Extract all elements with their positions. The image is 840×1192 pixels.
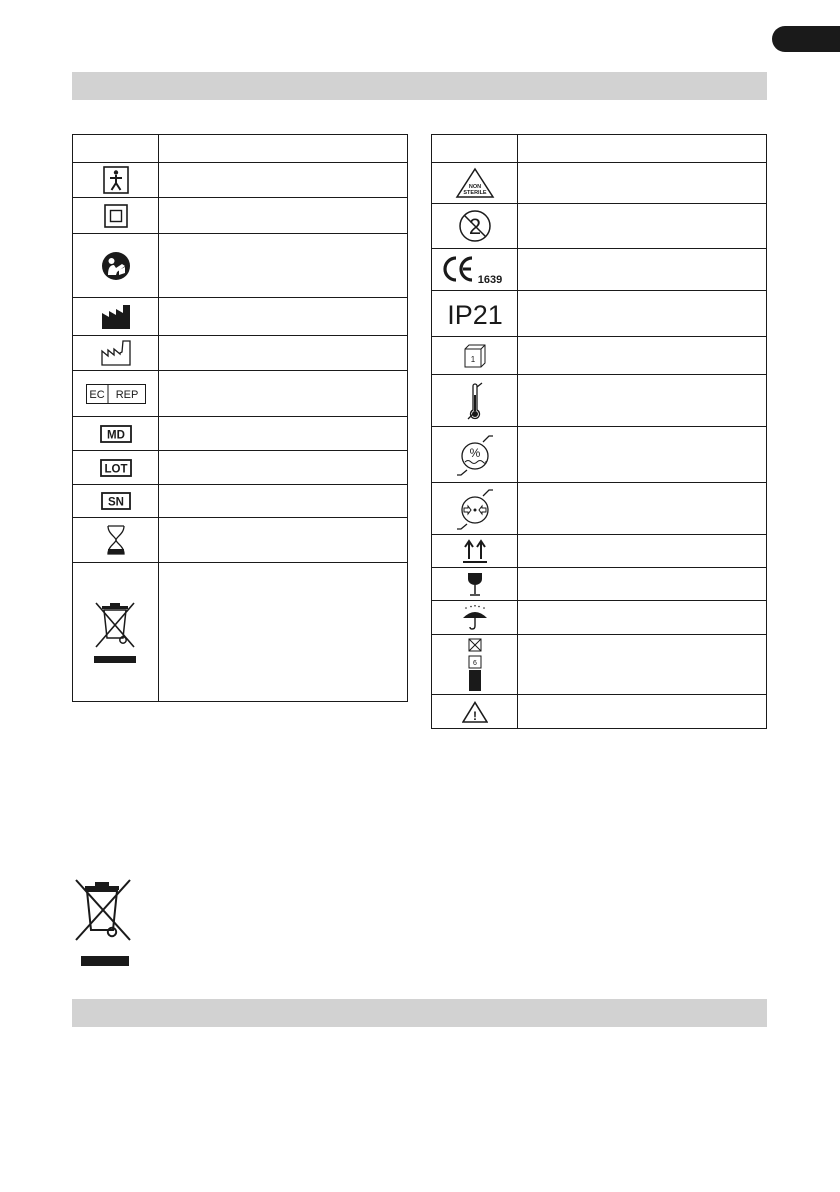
table-row xyxy=(432,204,767,249)
table-row xyxy=(432,695,767,729)
humidity-limit-icon xyxy=(455,434,495,476)
table-row xyxy=(432,427,767,483)
table-header-row xyxy=(73,135,408,163)
caution-icon xyxy=(462,701,488,723)
class-ii-double-insulation-icon xyxy=(104,204,128,228)
manufacturer-icon xyxy=(101,304,131,330)
this-way-up-icon xyxy=(463,539,487,563)
ec-label: EC xyxy=(88,388,105,401)
ce-mark-icon xyxy=(442,255,508,285)
table-row xyxy=(73,417,408,451)
table-row xyxy=(432,291,767,337)
caution-label: ! xyxy=(472,708,477,723)
symbols-table-right xyxy=(431,134,767,729)
table-row xyxy=(73,198,408,234)
ip-rating-icon xyxy=(442,298,508,330)
lot-icon xyxy=(100,459,132,477)
weee-icon xyxy=(72,876,134,968)
ip-rating-label: IP21 xyxy=(446,299,503,330)
table-row xyxy=(432,337,767,375)
table-row xyxy=(432,535,767,568)
do-not-reuse-icon xyxy=(458,209,492,243)
table-row xyxy=(73,371,408,417)
table-row xyxy=(432,163,767,204)
header-symbol-cell xyxy=(432,135,518,163)
sn-icon xyxy=(101,492,131,510)
table-header-row xyxy=(432,135,767,163)
table-row xyxy=(432,601,767,635)
table-row xyxy=(432,568,767,601)
sterile-label: STERILE xyxy=(462,190,487,196)
table-row xyxy=(432,483,767,535)
package-quantity-label: 1 xyxy=(470,354,475,364)
language-tab xyxy=(772,26,840,52)
rep-label: REP xyxy=(115,388,138,401)
md-icon xyxy=(100,425,132,443)
table-row xyxy=(432,635,767,695)
table-row xyxy=(73,563,408,702)
sn-label: SN xyxy=(107,496,124,509)
table-row xyxy=(73,234,408,298)
md-label: MD xyxy=(106,429,125,441)
table-row xyxy=(73,451,408,485)
ec-rep-icon xyxy=(86,384,146,404)
notified-body-number: 1639 xyxy=(477,273,502,285)
non-label: NON xyxy=(468,184,481,190)
table-row xyxy=(73,163,408,198)
package-quantity-icon xyxy=(464,344,486,368)
stacking-limit-icon xyxy=(465,638,485,692)
lot-label: LOT xyxy=(104,463,127,475)
header-symbol-cell xyxy=(73,135,159,163)
table-row xyxy=(73,518,408,563)
symbols-table-left xyxy=(72,134,408,702)
stacking-limit-label: 6 xyxy=(472,659,477,667)
table-row xyxy=(432,249,767,291)
section-header-bar xyxy=(72,999,767,1027)
section-header-bar xyxy=(72,72,767,100)
fragile-icon xyxy=(467,572,483,596)
header-description-cell xyxy=(159,135,408,163)
keep-dry-icon xyxy=(461,605,489,631)
use-by-date-icon xyxy=(106,525,126,555)
temperature-limit-icon xyxy=(465,381,485,421)
header-description-cell xyxy=(518,135,767,163)
table-row xyxy=(432,375,767,427)
non-sterile-icon xyxy=(455,167,495,199)
pressure-limit-icon xyxy=(455,488,495,530)
table-row xyxy=(73,298,408,336)
humidity-label: % xyxy=(469,445,480,460)
table-row xyxy=(73,485,408,518)
do-not-reuse-label: 2 xyxy=(468,214,481,239)
weee-icon xyxy=(93,600,139,664)
type-bf-applied-part-icon xyxy=(103,166,129,194)
follow-instructions-icon xyxy=(101,251,131,281)
date-of-manufacture-icon xyxy=(101,340,131,366)
table-row xyxy=(73,336,408,371)
